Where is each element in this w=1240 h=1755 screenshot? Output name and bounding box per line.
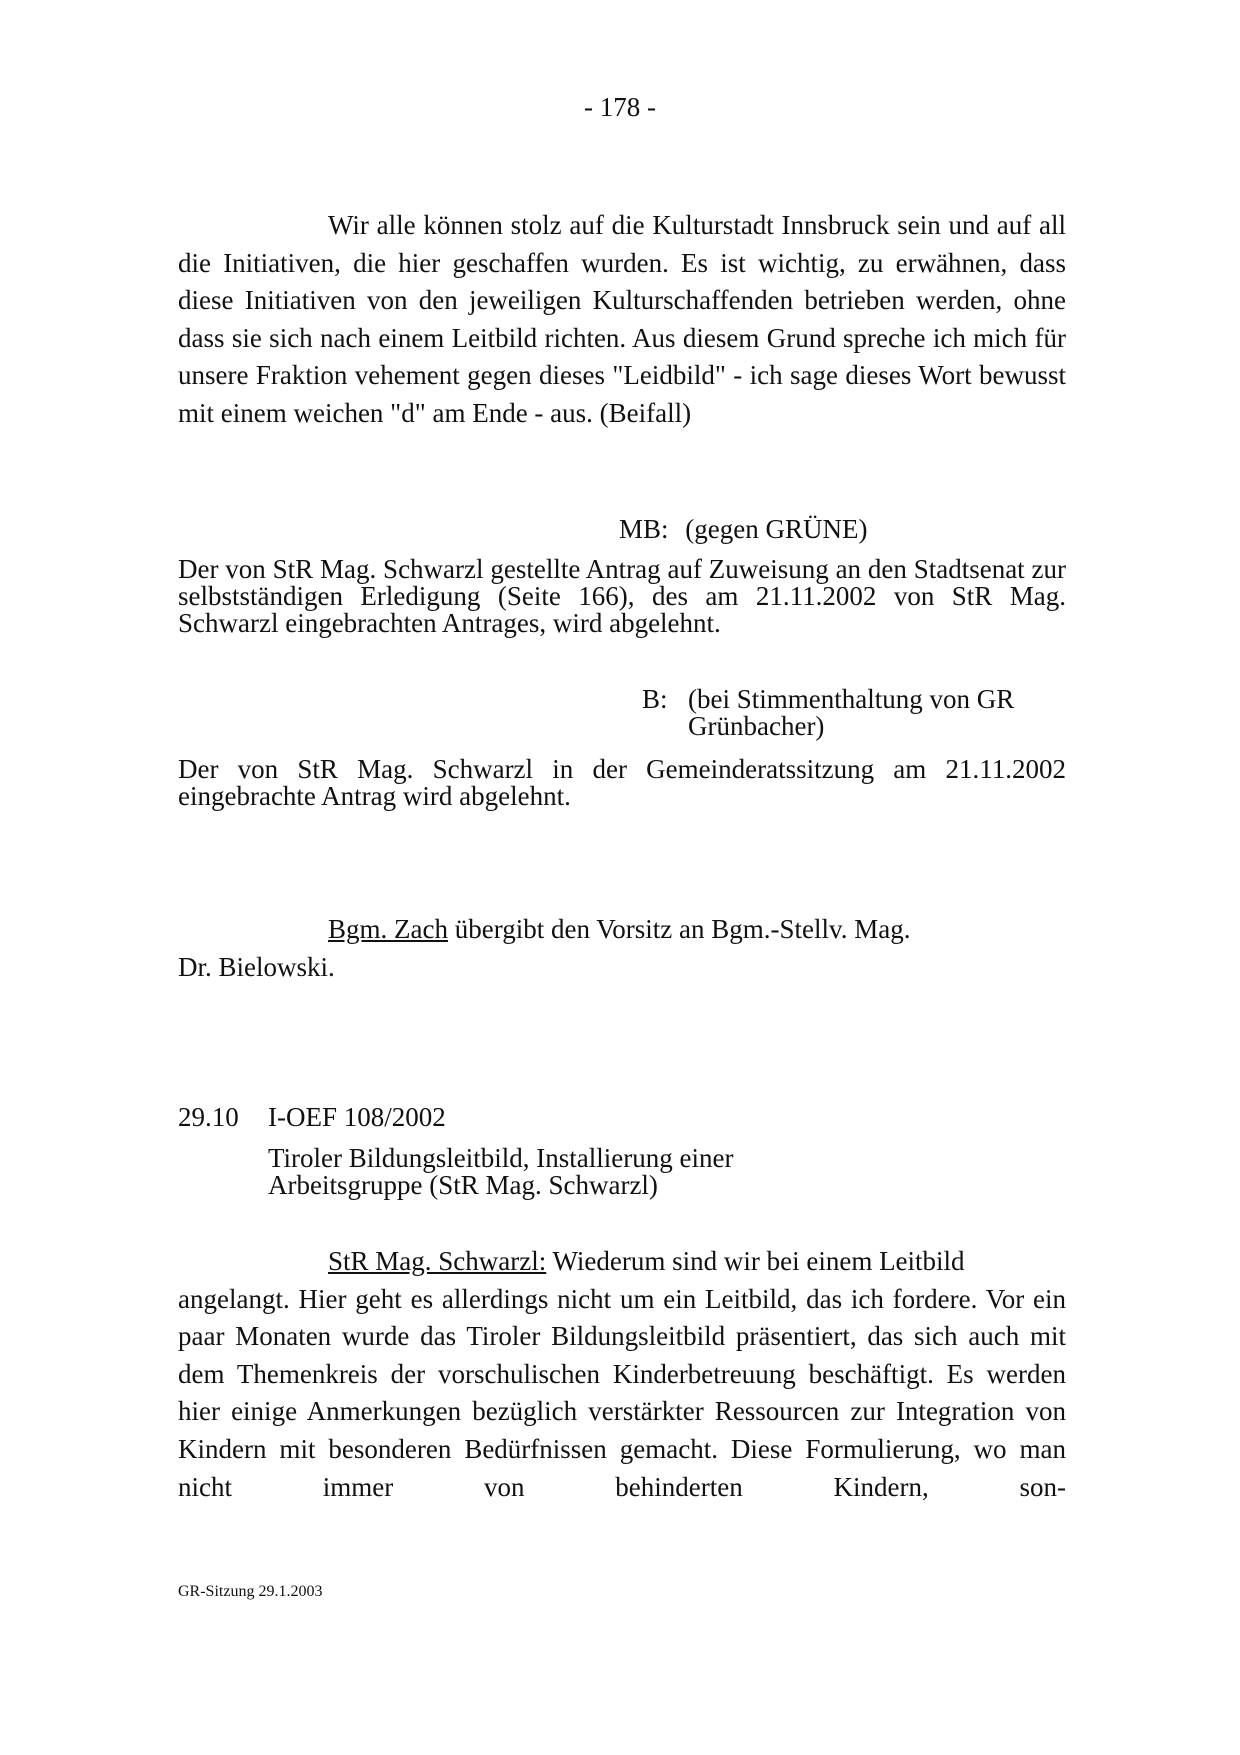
footer-session-date: GR-Sitzung 29.1.2003	[178, 1583, 323, 1600]
speech-paragraph-education	[178, 1243, 1066, 1506]
vote-label: MB:	[619, 514, 669, 544]
speech-text: angelangt. Hier geht es allerdings nicht um ein Leitbild, das ich fordere. Vor ein paar Monaten wurde das Tiroler Bildungsleitbild präsentiert, das sich auch mit dem Themenkreis der vorschulischen Kinderbetreuung beschäftigt. Es werden hier einige Anmerkungen bezüglich verstärkter Ressourcen zur Integration von Kindern mit besonderen Bedürfnissen gemacht. Diese Formulierung, wo man nicht immer von behinderten Kindern, son-	[178, 1283, 1066, 1502]
speech-paragraph-culture: Wir alle können stolz auf die Kulturstadt Innsbruck sein und auf all die Initiativen, die hier geschaffen wurden. Es ist wichtig, zu erwähnen, dass diese Initiativen von den jeweiligen Kulturschaffenden betrieben werden, ohne dass sie sich nach einem Leitbild richten. Aus diesem Grund spreche ich mich für unsere Fraktion vehement gegen dieses "Leidbild" - ich sage dieses Wort bewusst mit einem weichen "d" am Ende - aus. (Beifall)	[178, 210, 1066, 428]
page-number: - 178 -	[584, 92, 656, 122]
speech-first-line: Wiederum sind wir bei einem Leitbild	[546, 1246, 965, 1276]
speaker-name: Bgm. Zach	[328, 914, 448, 944]
vote-note: (bei Stimmenthaltung von GR Grünbacher)	[688, 684, 1015, 741]
agenda-item-reference: I-OEF 108/2002	[268, 1102, 446, 1132]
chair-handover	[178, 911, 1066, 986]
vote-label: B:	[642, 684, 668, 714]
vote-note: (gegen GRÜNE)	[685, 514, 868, 544]
vote-result-1	[619, 516, 867, 543]
resolution-text-1: Der von StR Mag. Schwarzl gestellte Antrag auf Zuweisung an den Stadtsenat zur selbstständigen Erledigung (Seite 166), des am 21.11.2002 von StR Mag. Schwarzl eingebrachten Antrages, wird abgelehnt.	[178, 554, 1066, 638]
agenda-item-title: Tiroler Bildungsleitbild, Installierung einer Arbeitsgruppe (StR Mag. Schwarzl)	[268, 1143, 734, 1200]
speaker-name: StR Mag. Schwarzl:	[328, 1246, 547, 1276]
handover-text-continued: Dr. Bielowski.	[178, 951, 335, 982]
resolution-text-2: Der von StR Mag. Schwarzl in der Gemeinderatssitzung am 21.11.2002 eingebrachte Antrag wird abgelehnt.	[178, 754, 1066, 811]
agenda-item-number: 29.10	[178, 1102, 239, 1132]
handover-text: übergibt den Vorsitz an Bgm.-Stellv. Mag.	[447, 914, 911, 944]
